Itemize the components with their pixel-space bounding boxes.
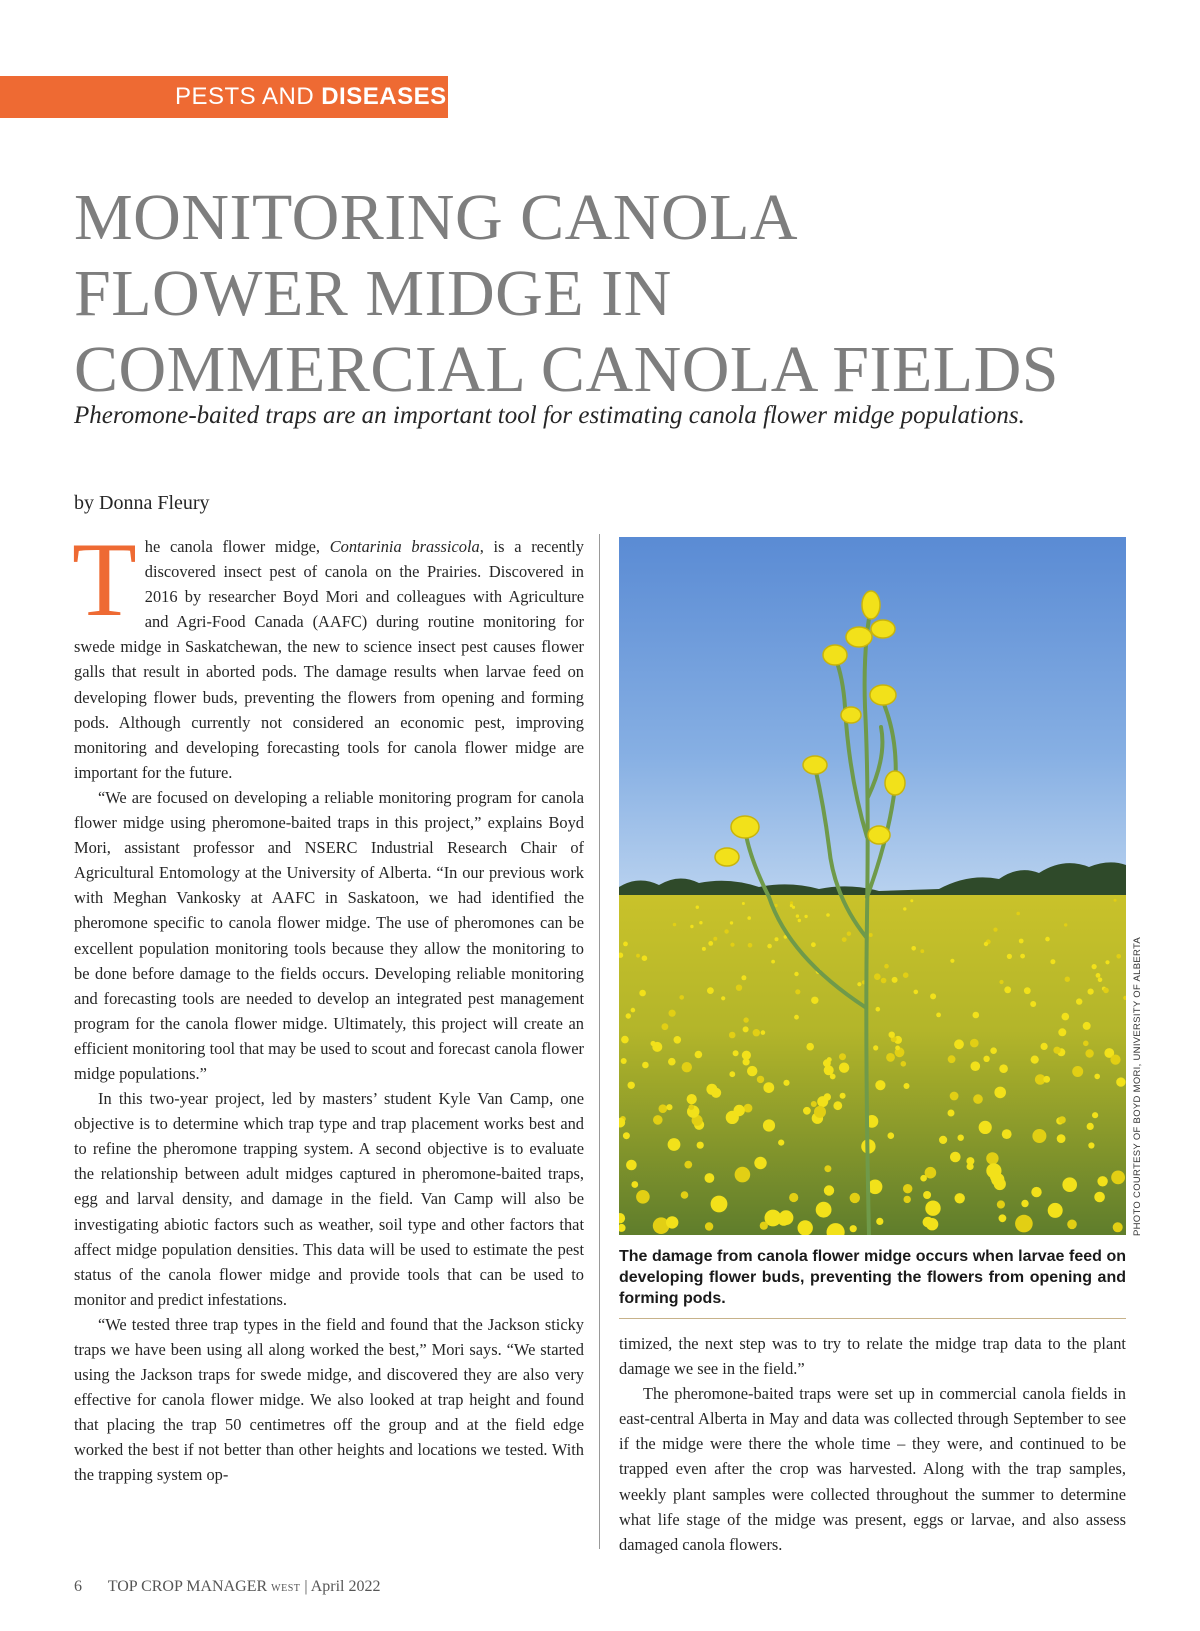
field-blossom [621,1058,627,1064]
photo-caption: The damage from canola flower midge occurs when larvae feed on developing flower buds, preventing the flowers from opening and forming pods. [619,1248,1126,1307]
field-blossom [1043,1076,1050,1083]
field-blossom [1050,959,1055,964]
field-blossom [729,1032,736,1039]
field-blossom [874,973,881,980]
field-blossom [903,972,909,978]
field-blossom [642,955,648,961]
field-blossom [824,1185,834,1195]
field-blossom [1032,1129,1046,1143]
field-blossom [711,1196,728,1213]
field-blossom [666,1216,678,1228]
field-blossom [775,904,778,907]
page-number: 6 [74,1578,82,1595]
field-blossom [711,1088,721,1098]
footer-separator: | [304,1578,308,1595]
body-paragraph-5: timized, the next step was to try to relate the midge trap data to the plant damage we see in the field.” [619,1334,1126,1379]
field-blossom [1087,1123,1094,1130]
field-blossom [1094,1192,1105,1203]
field-blossom [904,1083,910,1089]
field-blossom [925,1201,940,1216]
photo-credit: PHOTO COURTESY OF BOYD MORI, UNIVERSITY OF ALBERTA [1132,936,1143,1236]
field-blossom [1067,1220,1077,1230]
field-blossom [642,1062,649,1069]
field-blossom [1004,986,1011,993]
field-blossom [796,914,799,917]
field-blossom [1002,1129,1012,1139]
field-blossom [840,1093,846,1099]
field-blossom [948,1110,955,1117]
field-blossom [842,937,847,942]
headline-line-1: MONITORING CANOLA [74,181,799,254]
body-column-left [72,521,584,1488]
field-blossom [626,1013,631,1018]
field-blossom [628,1082,635,1089]
field-blossom [1021,1200,1028,1207]
field-blossom [803,1107,811,1115]
field-blossom [754,1157,766,1169]
field-blossom [804,915,807,918]
field-blossom [744,1104,753,1113]
field-blossom [984,942,988,946]
field-blossom [697,1142,704,1149]
field-blossom [1094,1074,1100,1080]
field-blossom [757,1076,764,1083]
article-deck: Pheromone-baited traps are an important tool for estimating canola flower midge populations. [74,402,1025,429]
field-blossom [1110,1055,1120,1065]
field-blossom [903,907,906,910]
field-blossom [1058,1028,1066,1036]
field-blossom [1016,912,1020,916]
magazine-edition: WEST [271,1583,301,1594]
field-blossom [696,906,699,909]
body-paragraph-4: “We tested three trap types in the field and found that the Jackson sticky traps we have been using all along worked the best,” Mori says. “We started using the Jackson traps for swede midge, and discovered they are also very effective for canola flower midge. We also looked at trap height and found that placing the trap 50 centimetres off the group and at the field edge worked the best if not better than other heights and locations we tested. With the trapping system op- [74,1314,584,1485]
magazine-name: TOP CROP MANAGER [107,1578,268,1595]
field-blossom [999,980,1003,984]
byline: by Donna Fleury [74,492,210,514]
field-blossom [923,1191,931,1199]
field-blossom [1015,1215,1033,1233]
field-blossom [911,946,916,951]
canola-field-photo [619,537,1126,1235]
field-blossom [826,913,830,917]
field-blossom [1057,1134,1066,1143]
field-blossom [687,1094,697,1104]
field-blossom [994,1087,1006,1099]
field-blossom [1116,1077,1125,1086]
field-blossom [926,1218,938,1230]
field-blossom [623,1132,630,1139]
field-blossom [733,1050,739,1056]
field-blossom [724,929,728,933]
body-paragraph-1: The canola flower midge, Contarinia brassicola, is a recently discovered insect pest of canola on the Prairies. Discovered in 2016 by researcher Boyd Mori and colleagues with Agriculture and Agri-Food Canada (AAFC) during routine monitoring for swede midge in Saskatchewan, the new to science insect pest causes flower galls that result in aborted pods. The damage results when larvae feed on developing flower buds, preventing the flowers from opening and forming pods. Although currently not considered an economic pest, improving monitoring and developing forecasting tools for canola flower midge are important for the future. [72,521,584,782]
field-blossom [914,990,919,995]
field-blossom [986,1163,1001,1178]
field-blossom [742,902,745,905]
field-blossom [1065,977,1070,982]
field-blossom [761,1030,766,1035]
field-blossom [730,943,734,947]
field-blossom [948,1055,956,1063]
field-blossom [760,1222,768,1230]
field-blossom [1031,1056,1039,1064]
headline-line-2: FLOWER MIDGE IN [74,257,672,330]
field-blossom [886,1053,895,1062]
field-blossom [979,1121,992,1134]
field-blossom [1045,937,1050,942]
field-blossom [904,1196,911,1203]
column-divider [599,534,600,1549]
field-blossom [811,997,818,1004]
field-blossom [1072,1066,1083,1077]
field-blossom [806,1043,814,1051]
field-blossom [705,1222,713,1230]
field-blossom [1083,1041,1089,1047]
field-blossom [798,1220,813,1235]
field-blossom [1097,1176,1107,1186]
field-blossom [730,921,733,924]
field-blossom [881,978,887,984]
field-blossom [814,1106,826,1118]
field-blossom [1062,1013,1070,1021]
field-blossom [817,1096,828,1107]
field-blossom [970,1039,979,1048]
field-blossom [920,1175,927,1182]
field-blossom [1088,1142,1094,1148]
field-blossom [1113,1222,1123,1232]
field-blossom [1031,1187,1041,1197]
field-blossom [839,1053,846,1060]
field-blossom [748,943,753,948]
section-label-bold: DISEASES [321,83,447,110]
field-blossom [707,987,714,994]
field-blossom [873,1045,878,1050]
field-blossom [958,1135,964,1141]
field-blossom [1111,1171,1125,1185]
field-blossom [983,1056,989,1062]
field-blossom [695,1051,703,1059]
field-blossom [811,942,816,947]
field-blossom [816,1202,832,1218]
body-paragraph-3: In this two-year project, led by masters’ student Kyle Van Camp, one objective is to determine which trap type and trap placement works best and to refine the pheromone trapping system. A second objective is to evaluate the relationship between adult midges captured in pheromone-baited traps, egg and larval density, and damage in the field. Van Camp will also be investigating abiotic factors such as weather, soil type and other factors that affect midge population densities. This data will be used to estimate the pest status of the canola flower midge and provide tools that can be used to monitor and predict infestations. [74,1089,584,1309]
field-blossom [811,1101,817,1107]
field-blossom [747,916,751,920]
field-blossom [742,1051,751,1060]
field-blossom [798,919,801,922]
field-blossom [847,932,851,936]
field-blossom [790,904,793,907]
field-blossom [1105,960,1109,964]
field-blossom [763,1119,775,1131]
field-blossom [990,1047,997,1054]
field-blossom [636,954,640,958]
field-blossom [653,1115,663,1125]
field-blossom [726,1111,739,1124]
field-blossom [668,1138,681,1151]
page-footer [74,1578,380,1596]
field-blossom [1076,998,1082,1004]
field-blossom [973,1094,983,1104]
field-blossom [1096,973,1101,978]
field-blossom [850,1225,857,1232]
field-blossom [794,972,798,976]
field-blossom [729,1071,735,1077]
field-blossom [824,1165,831,1172]
field-blossom [920,949,924,953]
field-blossom [639,990,646,997]
field-blossom [1058,1116,1065,1123]
field-blossom [903,1184,912,1193]
field-blossom [967,1163,974,1170]
field-blossom [783,1080,789,1086]
section-label [0,76,448,118]
field-blossom [824,1065,834,1075]
field-blossom [950,959,954,963]
field-blossom [626,1160,637,1171]
field-blossom [895,1046,900,1051]
field-blossom [705,1173,715,1183]
field-blossom [884,964,889,969]
field-blossom [673,923,676,926]
field-blossom [741,975,746,980]
field-blossom [901,1061,907,1067]
field-blossom [1053,1047,1060,1054]
field-blossom [973,1012,980,1019]
field-blossom [747,1066,757,1076]
field-blossom [1041,1043,1048,1050]
field-blossom [888,1132,895,1139]
field-blossom [763,1082,774,1093]
field-blossom [684,1161,692,1169]
field-blossom [1007,954,1012,959]
field-blossom [1030,1001,1036,1007]
field-blossom [1092,1112,1098,1118]
issue-date: April 2022 [310,1578,381,1595]
field-blossom [702,947,706,951]
field-blossom [795,989,800,994]
field-blossom [721,996,725,1000]
field-blossom [778,1140,784,1146]
field-blossom [997,1200,1005,1208]
drop-cap: T [72,521,137,638]
field-blossom [839,1063,849,1073]
field-blossom [668,1058,676,1066]
field-blossom [753,1029,760,1036]
field-blossom [892,977,898,983]
field-blossom [950,1152,961,1163]
field-blossom [869,933,873,937]
field-blossom [621,1036,629,1044]
field-blossom [1048,1203,1063,1218]
field-blossom [681,1191,689,1199]
field-blossom [993,928,997,932]
field-blossom [736,985,742,991]
field-blossom [876,1007,881,1012]
field-blossom [666,1104,672,1110]
field-blossom [775,937,779,941]
field-blossom [662,1023,669,1030]
field-blossom [708,941,713,946]
field-blossom [1098,978,1103,983]
field-blossom [950,1092,959,1101]
field-blossom [699,921,702,924]
field-blossom [1103,988,1109,994]
field-blossom [1116,954,1121,959]
field-blossom [669,1010,676,1017]
field-blossom [631,1008,636,1013]
field-blossom [1024,987,1031,994]
article-headline [74,180,1174,408]
field-blossom [779,1210,794,1225]
field-blossom [651,1041,656,1046]
field-blossom [743,1026,749,1032]
field-blossom [713,937,717,941]
field-blossom [679,995,684,1000]
field-blossom [889,1032,895,1038]
field-blossom [1062,1177,1077,1192]
field-blossom [930,993,936,999]
body-paragraph-2: “We are focused on developing a reliable monitoring program for canola flower midge using pheromone-baited traps in this project,” explains Boyd Mori, assistant professor and NSERC Industrial Research Chair of Agricultural Entomology at the University of Alberta. “In our previous work with Meghan Vankosky at AAFC in Saskatoon, we had identified the pheromone specific to canola flower midge. The use of pheromones can be excellent population monitoring tools because they allow the monitoring to be done before damage to the fields occurs. Developing reliable monitoring and forecasting tools are needed to develop an integrated pest management program for the canola flower midge. Ultimately, this project will create an efficient monitoring tool that may be used to scout and forecast canola flower midge populations.” [74,787,584,1083]
field-blossom [1083,1022,1091,1030]
field-blossom [876,1218,883,1225]
field-blossom [735,1167,751,1183]
field-blossom [986,1152,998,1164]
field-blossom [999,1064,1008,1073]
field-blossom [631,1181,638,1188]
field-blossom [857,982,861,986]
field-blossom [1064,923,1067,926]
field-blossom [850,1193,860,1203]
field-blossom [743,1017,748,1022]
field-blossom [954,1039,964,1049]
field-blossom [939,1136,947,1144]
field-blossom [690,925,693,928]
field-blossom [999,1214,1007,1222]
field-blossom [636,1190,650,1204]
field-blossom [1088,989,1094,995]
field-blossom [674,1036,682,1044]
species-name: Contarinia brassicola [329,537,480,556]
field-blossom [1085,1049,1093,1057]
body-column-right [619,1331,1126,1557]
headline-line-3: COMMERCIAL CANOLA FIELDS [74,333,1059,406]
section-label-light: PESTS AND [175,83,315,110]
field-blossom [1092,964,1097,969]
field-blossom [910,899,913,902]
field-blossom [623,942,628,947]
field-blossom [971,1061,981,1071]
field-blossom [1020,954,1025,959]
field-blossom [689,1104,695,1110]
field-blossom [794,1015,799,1020]
field-blossom [823,1059,831,1067]
field-blossom [875,1080,885,1090]
field-blossom [789,1193,798,1202]
field-blossom [936,1013,941,1018]
field-blossom [833,1101,842,1110]
field-blossom [1114,899,1117,902]
field-blossom [767,944,772,949]
field-blossom [682,1062,692,1072]
field-blossom [771,960,775,964]
field-blossom [955,1193,965,1203]
field-blossom [659,1104,668,1113]
caption-divider [619,1318,1126,1319]
field-blossom [1019,939,1024,944]
body-paragraph-6: The pheromone-baited traps were set up in commercial canola fields in east-central Alberta in May and data was collected through September to see if the midge were there the whole time – they were, and continued to be trapped even after the crop was harvested. Along with the trap samples, weekly plant samples were collected throughout the summer to determine what life stage of the midge was present, eggs or larvae, and also assess damaged canola flowers. [619,1384,1126,1554]
